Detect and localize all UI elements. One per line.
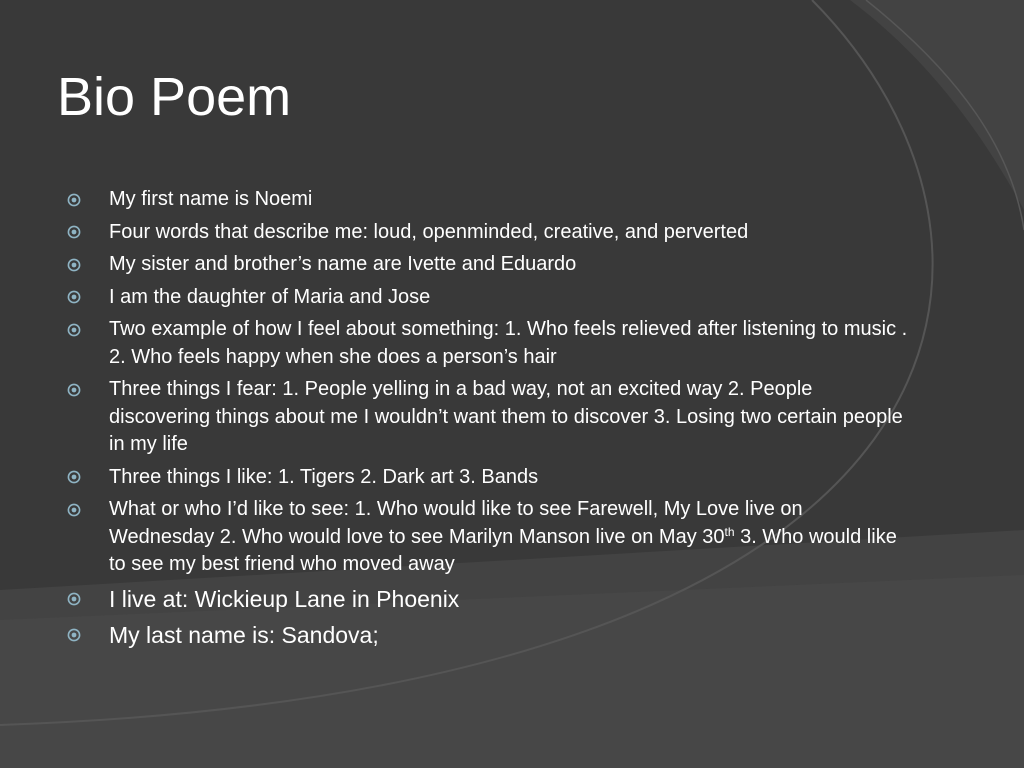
circle-dot-icon — [62, 620, 109, 650]
bullet-text — [109, 496, 912, 579]
circle-dot-icon — [62, 186, 109, 213]
bullet-text-part: 3. Who would like to see my best friend who moved away — [109, 525, 897, 575]
bullet-item — [62, 284, 912, 312]
bullet-text: I am the daughter of Maria and Jose — [109, 285, 431, 308]
superscript: th — [724, 524, 735, 539]
bullet-item — [62, 186, 912, 214]
bullet-text: Three things I fear: 1. People yelling in a bad way, not an excited way 2. People discovering things about me I wouldn’t want them to discover 3. Losing two certain people in my life — [109, 378, 903, 455]
circle-dot-icon — [62, 251, 109, 278]
bullet-item — [62, 620, 912, 650]
circle-dot-icon — [62, 219, 109, 246]
circle-dot-icon — [62, 284, 109, 311]
bullet-text: My sister and brother’s name are Ivette and Eduardo — [109, 253, 577, 275]
bullet-item — [62, 376, 912, 459]
bullet-text: Three things I like: 1. Tigers 2. Dark art 3. Bands — [109, 465, 539, 488]
bullet-item — [62, 219, 912, 247]
circle-dot-icon — [62, 464, 109, 491]
bullet-item — [62, 464, 912, 492]
bullet-list — [62, 186, 912, 656]
bullet-item — [62, 584, 912, 614]
bullet-text: Four words that describe me: loud, openminded, creative, and perverted — [109, 220, 749, 243]
bullet-text: I live at: Wickieup Lane in Phoenix — [109, 585, 460, 612]
circle-dot-icon — [62, 584, 109, 614]
bullet-text: My last name is: Sandova; — [109, 621, 379, 648]
circle-dot-icon — [62, 316, 109, 343]
bullet-text-part: What or who I’d like to see: 1. Who would like to see Farewell, My Love live on Wednesday 2. Who would love to see Marilyn Manson live on May 30 — [109, 498, 803, 548]
bullet-text: My first name is Noemi — [109, 188, 313, 210]
circle-dot-icon — [62, 376, 109, 403]
circle-dot-icon — [62, 496, 109, 523]
slide-title: Bio Poem — [57, 67, 292, 127]
bullet-text: Two example of how I feel about something: 1. Who feels relieved after listening to music . 2. Who feels happy when she does a person’s hair — [109, 318, 908, 368]
bullet-item — [62, 251, 912, 279]
bullet-item — [62, 496, 912, 579]
bullet-item — [62, 316, 912, 371]
